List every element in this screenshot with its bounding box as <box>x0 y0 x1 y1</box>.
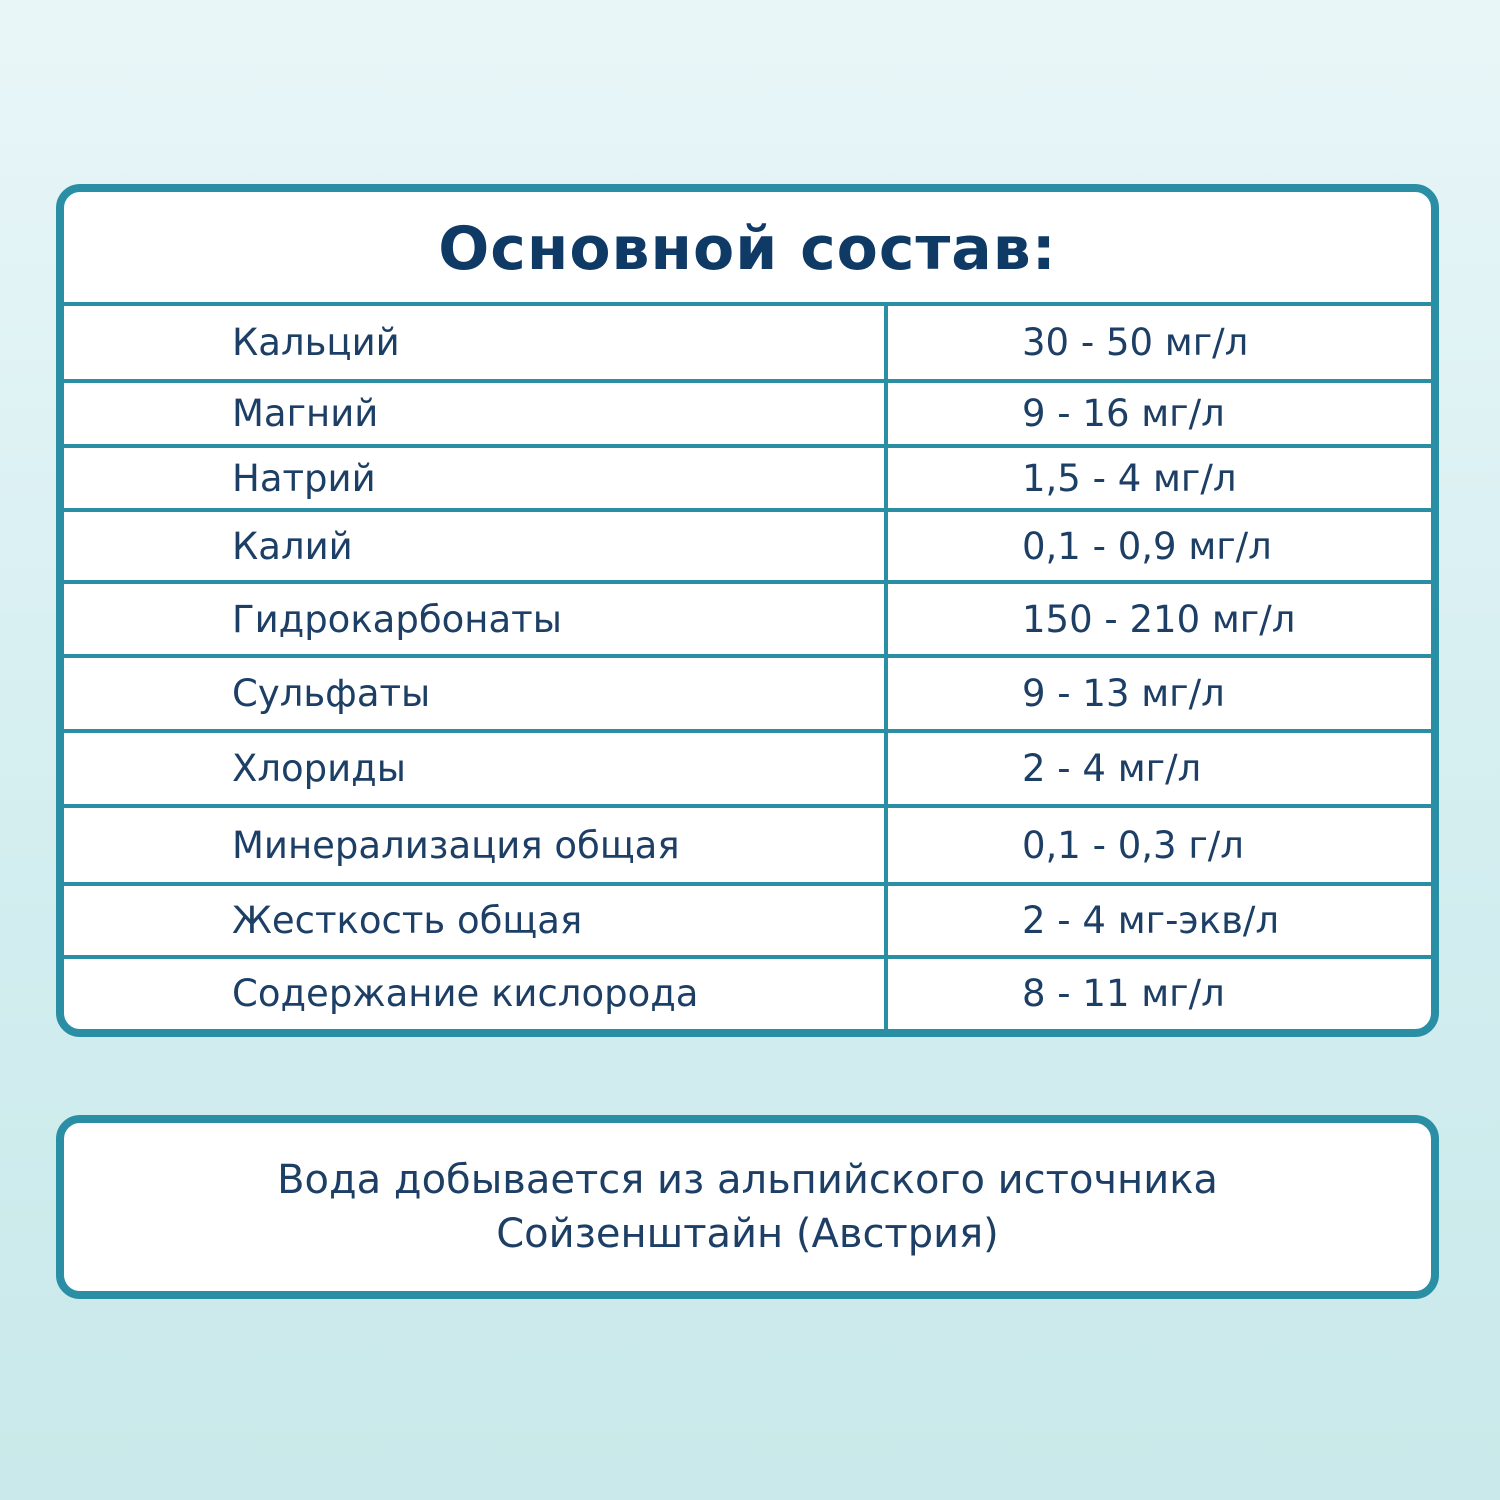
row-value: 9 - 16 мг/л <box>1022 392 1225 435</box>
table-row <box>64 731 1431 806</box>
column-divider <box>884 304 888 1029</box>
table-row <box>64 806 1431 884</box>
row-name: Сульфаты <box>232 672 431 715</box>
row-name: Кальций <box>232 321 400 364</box>
row-value: 9 - 13 мг/л <box>1022 672 1225 715</box>
source-text-line-2: Сойзенштайн (Австрия) <box>496 1211 999 1257</box>
row-name: Натрий <box>232 456 376 500</box>
row-name: Минерализация общая <box>232 823 680 867</box>
table-row <box>64 582 1431 656</box>
row-value: 0,1 - 0,9 мг/л <box>1022 524 1272 568</box>
table-row <box>64 884 1431 957</box>
table-row <box>64 957 1431 1029</box>
row-name: Гидрокарбонаты <box>232 597 562 641</box>
row-name: Магний <box>232 392 379 435</box>
composition-table <box>64 304 1431 1029</box>
row-value: 30 - 50 мг/л <box>1022 321 1249 364</box>
row-name: Содержание кислорода <box>232 971 699 1015</box>
table-row <box>64 446 1431 510</box>
row-value: 150 - 210 мг/л <box>1022 597 1296 641</box>
source-text-line-1: Вода добывается из альпийского источника <box>277 1157 1218 1203</box>
row-name: Жесткость общая <box>232 899 583 942</box>
composition-card <box>56 184 1439 1037</box>
table-row <box>64 381 1431 446</box>
table-row <box>64 510 1431 582</box>
source-card <box>56 1115 1439 1299</box>
table-row <box>64 304 1431 381</box>
row-value: 2 - 4 мг/л <box>1022 747 1202 790</box>
row-value: 8 - 11 мг/л <box>1022 971 1225 1015</box>
row-name: Калий <box>232 524 353 568</box>
row-value: 1,5 - 4 мг/л <box>1022 456 1237 500</box>
table-row <box>64 656 1431 731</box>
row-value: 0,1 - 0,3 г/л <box>1022 823 1244 867</box>
composition-title: Основной состав: <box>438 214 1057 284</box>
row-value: 2 - 4 мг-экв/л <box>1022 899 1279 942</box>
row-name: Хлориды <box>232 747 406 790</box>
